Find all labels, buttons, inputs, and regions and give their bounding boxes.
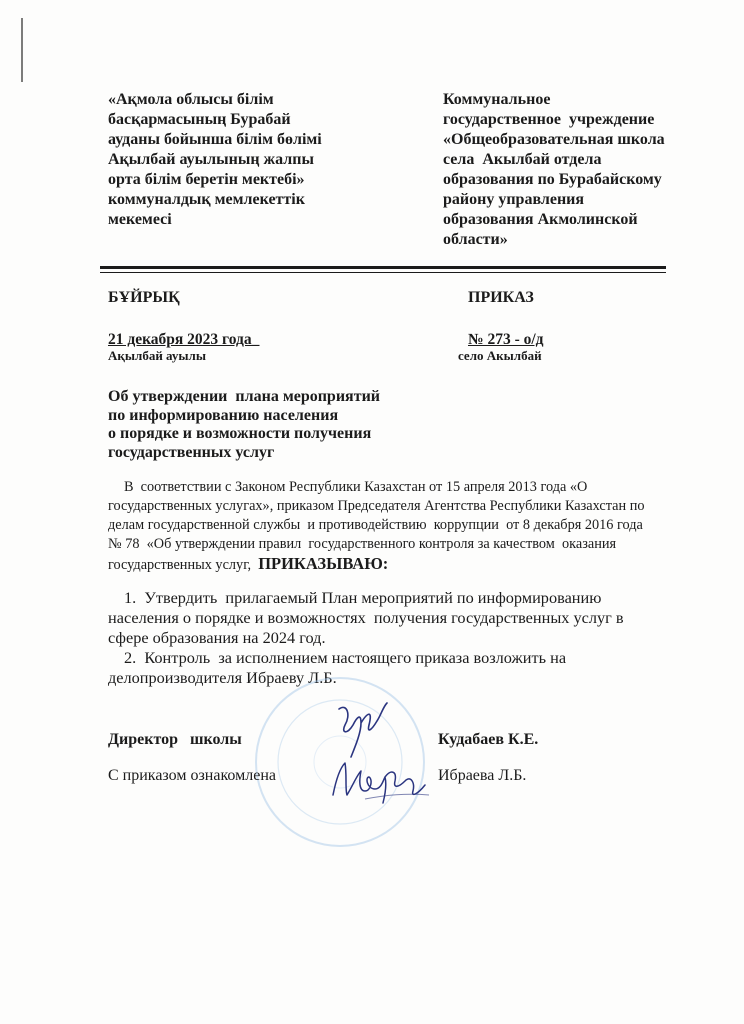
preamble-line: государственных услугах», приказом Председателя Агентства Республики Казахстан по [108,498,645,514]
subject-line: Об утверждении плана мероприятий [108,388,380,405]
header-kazakh-line: ауданы бойынша білім бөлімі [108,131,322,148]
order-item-line: делопроизводителя Ибраеву Л.Б. [108,668,337,687]
header-kazakh [108,90,322,230]
header-russian [443,90,665,250]
header-kazakh-line: Ақылбай ауылының жалпы [108,151,314,168]
header-kazakh-line: басқармасының Бурабай [108,111,291,128]
scan-edge-mark [21,18,23,82]
preamble-line: В соответствии с Законом Республики Казахстан от 15 апреля 2013 года «О [124,479,588,495]
order-command: ПРИКАЗЫВАЮ: [258,554,389,573]
subject-line: о порядке и возможности получения [108,425,372,442]
director-label: Директор школы [108,731,242,748]
preamble-line [108,554,645,575]
header-kazakh-line: мекемесі [108,211,172,228]
order-title-kazakh: БҰЙРЫҚ [108,289,180,306]
header-russian-line: области» [443,231,508,248]
preamble-line: делам государственной службы и противодействию коррупции от 8 декабря 2016 года [108,517,643,533]
header-russian-line: Коммунальное [443,91,551,108]
director-name: Кудабаев К.Е. [438,731,539,748]
order-item-line: населения о порядке и возможностях получения государственных услуг в [108,608,624,627]
order-item-line: 2. Контроль за исполнением настоящего приказа возложить на [124,648,567,667]
order-number: № 273 - о/д [468,331,544,348]
order-subject [108,388,380,462]
acknowledgement-label: С приказом ознакомлена [108,767,276,784]
preamble-last-text: государственных услуг, [108,557,259,573]
preamble-paragraph [108,478,645,575]
subject-line: государственных услуг [108,443,275,461]
acknowledgement-name: Ибраева Л.Б. [438,767,527,784]
acknowledgement-signature [325,755,435,810]
header-russian-line: села Акылбай отдела [443,151,602,168]
header-russian-line: образования по Бурабайскому [443,171,662,188]
divider-thin-line [100,272,666,273]
order-item-line: сфере образования на 2024 год. [108,628,326,647]
order-item-line: 1. Утвердить прилагаемый План мероприятий по информированию [124,588,602,607]
header-divider [100,266,666,275]
header-russian-line: государственное учреждение [443,111,655,128]
header-russian-line: району управления [443,191,585,208]
place-russian: село Акылбай [458,348,542,363]
header-russian-line: «Общеобразовательная школа [443,131,665,148]
divider-thick-line [100,266,666,269]
preamble-line: № 78 «Об утверждении правил государственного контроля за качеством оказания [108,536,617,552]
header-kazakh-line: «Ақмола облысы білім [108,91,274,108]
order-date: 21 декабря 2023 года_ [108,331,260,348]
header-russian-line: образования Акмолинской [443,211,638,228]
header-kazakh-line: орта білім беретін мектебі» [108,171,305,188]
order-title-russian: ПРИКАЗ [468,289,534,306]
header-kazakh-line: коммуналдық мемлекеттік [108,191,305,208]
place-kazakh: Ақылбай ауылы [108,348,206,363]
subject-line: по информированию населения [108,406,339,424]
